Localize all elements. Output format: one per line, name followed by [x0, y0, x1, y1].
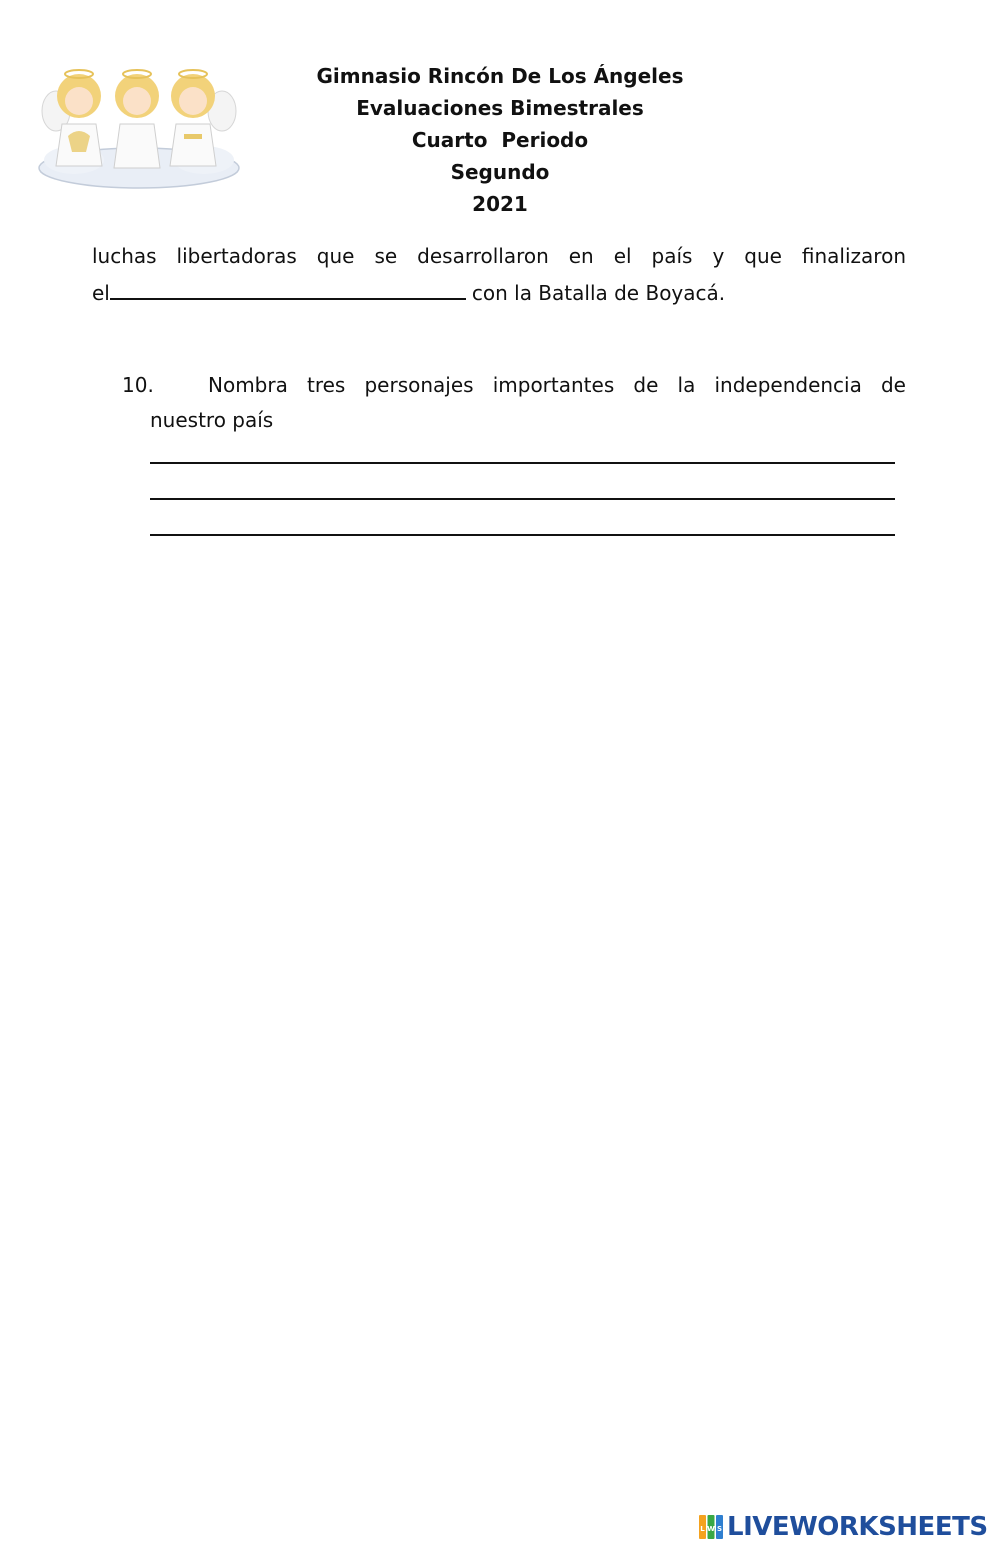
liveworksheets-watermark: [698, 1510, 994, 1544]
grade-label: Segundo: [450, 160, 550, 184]
answer-line-3[interactable]: [150, 534, 895, 536]
liveworksheets-logo-icon: [698, 1514, 724, 1540]
logo-letter-1: L: [700, 1525, 705, 1533]
school-name: Gimnasio Rincón De Los Ángeles: [316, 64, 684, 88]
angels-logo: [34, 56, 244, 192]
year-label: 2021: [472, 192, 528, 216]
question-9-line-2: [92, 275, 906, 312]
answer-blank-date[interactable]: [110, 276, 466, 300]
question-10-number: 10.: [122, 373, 154, 397]
question-9-prefix: el: [92, 281, 110, 305]
question-9-suffix: con la Batalla de Boyacá.: [471, 281, 726, 305]
answer-line-2[interactable]: [150, 498, 895, 500]
document-header: [250, 60, 750, 220]
question-9-line-1: luchas libertadoras que se desarrollaron en el país y que finalizaron: [92, 244, 906, 268]
logo-letter-3: S: [716, 1525, 723, 1533]
watermark-text: LIVEWORKSHEETS: [727, 1512, 988, 1542]
question-9-continuation: [92, 238, 906, 312]
question-10-text-line-2: nuestro país: [150, 408, 274, 432]
question-10: [122, 368, 906, 438]
question-10-text-line-1: Nombra tres personajes importantes de la independencia de: [208, 373, 906, 397]
exam-title: Evaluaciones Bimestrales: [356, 96, 644, 120]
logo-letter-2: W: [707, 1525, 715, 1533]
period-label: Cuarto Periodo: [411, 128, 589, 152]
answer-line-1[interactable]: [150, 462, 895, 464]
